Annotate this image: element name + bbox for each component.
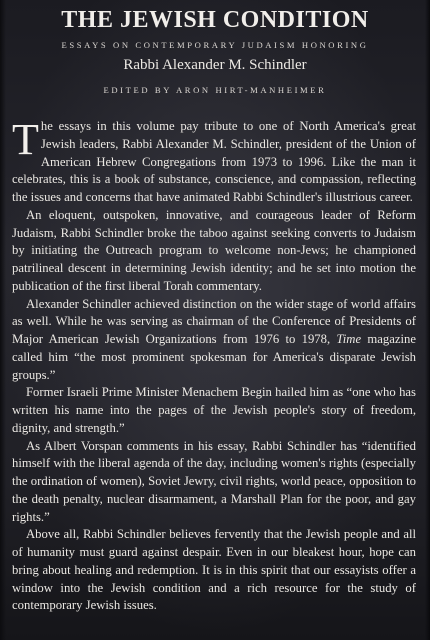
book-subtitle: ESSAYS ON CONTEMPORARY JUDAISM HONORING [61, 40, 369, 50]
blurb-paragraph-6: Above all, Rabbi Schindler believes fervently that the Jewish people and all of humanity must guard against despair. Even in our bleakest hour, hope can bring about healing and redemption. It is in this spirit that our essayists offer a window into the Jewish condition and a rich resource for the study of contemporary Jewish issues. [12, 527, 416, 613]
blurb-paragraph-3 [12, 296, 416, 385]
spine-shadow [0, 0, 6, 640]
paragraph-text: magazine called him “the most prominent spokesman for America's disparate Jewish groups.” [12, 332, 416, 382]
blurb-paragraph-5: As Albert Vorspan comments in his essay, Rabbi Schindler has “identified himself with the liberal agenda of the day, including women's rights (especially the ordination of women), Soviet Jewry, civil rights, world peace, opposition to the death penalty, nuclear disarmament, a Marshall Plan for the poor, and gay rights.” [12, 438, 416, 524]
blurb-text [12, 115, 416, 615]
blurb-paragraph-4: Former Israeli Prime Minister Menachem Begin hailed him as “one who has written his name into the pages of the Jewish people's story of freedom, dignity, and strength.” [12, 385, 416, 435]
honoree-name: Rabbi Alexander M. Schindler [123, 57, 307, 73]
magazine-name: Time [336, 332, 362, 346]
blurb-paragraph-1 [12, 115, 416, 207]
cover-header [0, 6, 430, 96]
drop-cap: T [12, 115, 39, 164]
paragraph-text: he essays in this volume pay tribute to one of North America's great Jewish leaders, Rabbi Alexander M. Schindler, president of the Union of American Hebrew Congregations from 1973 to 1996. Like the man it celebrates, this is a book of substance, conscience, and compassion, reflecting the issues and concerns that have animated Rabbi Schindler's illustrious career. [12, 119, 416, 204]
editor-credit: EDITED BY ARON HIRT-MANHEIMER [103, 85, 327, 95]
paragraph-text: Alexander Schindler achieved distinction on the wider stage of world affairs as well. While he was serving as chairman of the Conference of Presidents of Major American Jewish Organizations from 1976 to 1978, [12, 296, 416, 346]
blurb-paragraph-2: An eloquent, outspoken, innovative, and courageous leader of Reform Judaism, Rabbi Schindler broke the taboo against seeking converts to Judaism by initiating the Outreach program to welcome non-Jews; he championed patrilineal descent in determining Jewish identity; and he set into motion the publication of the first liberal Torah commentary. [12, 207, 416, 293]
book-title: THE JEWISH CONDITION [61, 7, 369, 33]
cover-edge-shadow [425, 0, 430, 640]
